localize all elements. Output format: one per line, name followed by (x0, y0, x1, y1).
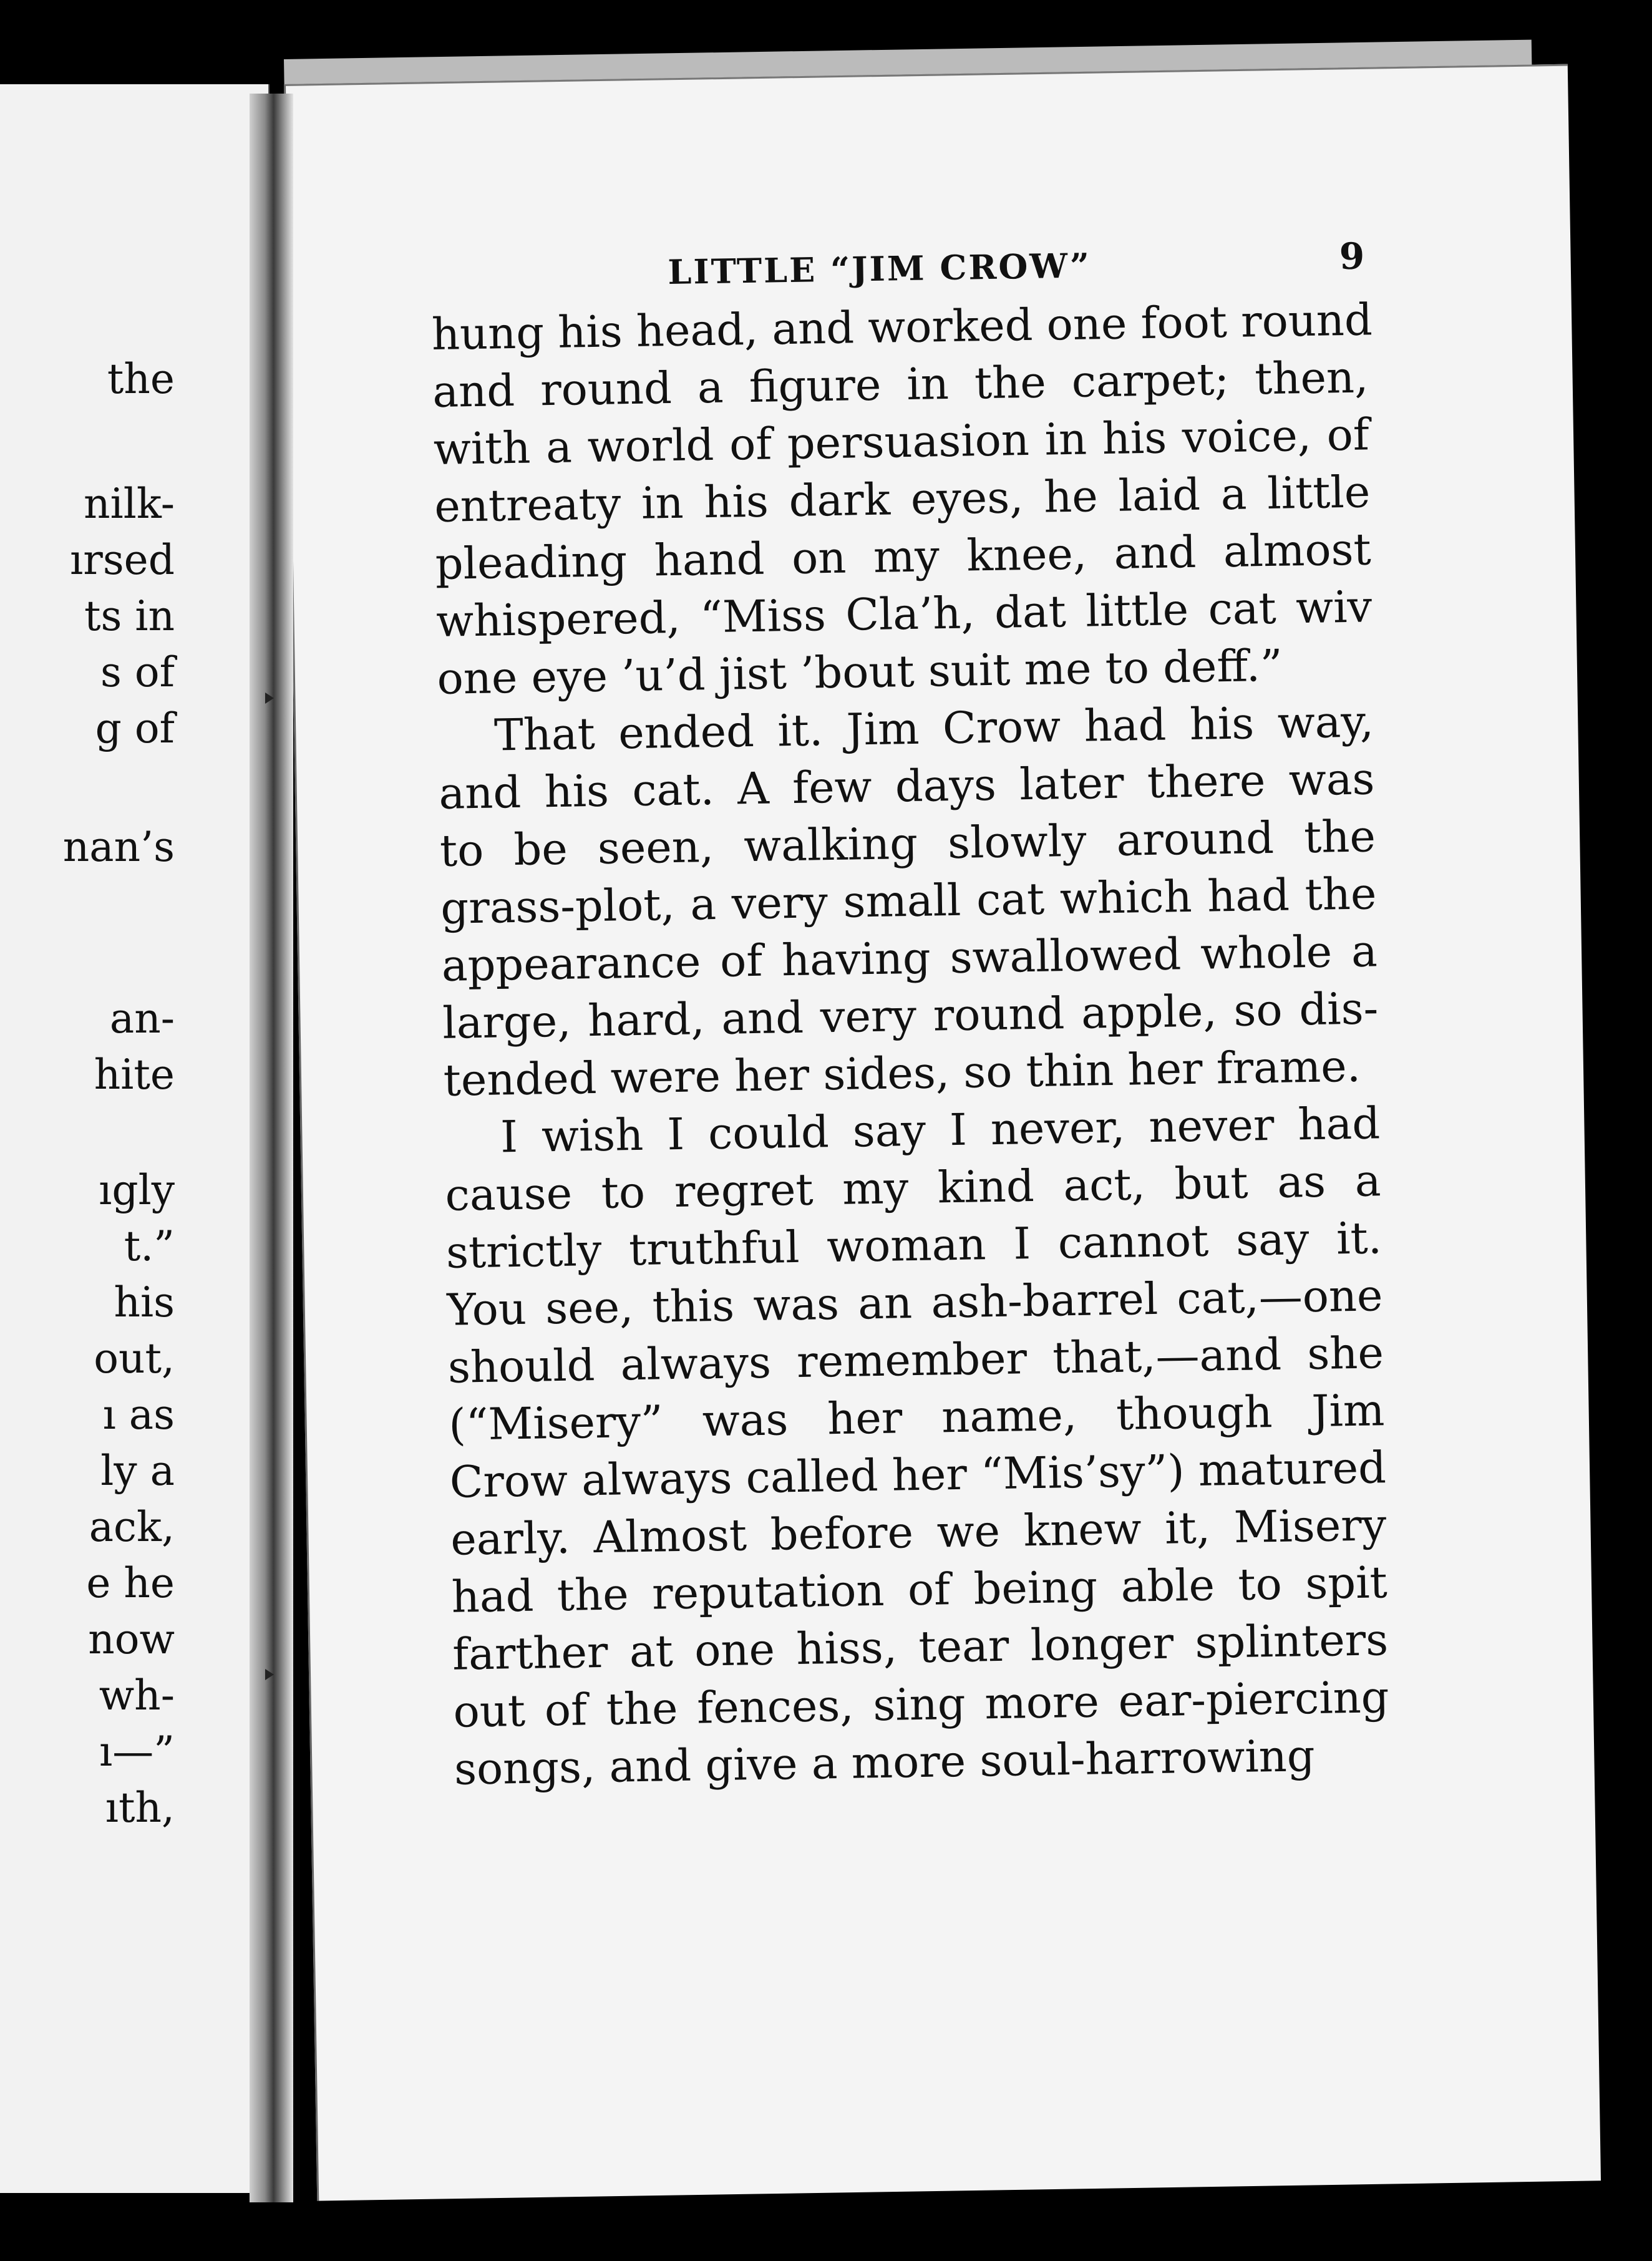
text-line: one eye ’u’d jist ’bout suit me to deff.” (437, 639, 1283, 704)
text-line: hung his head, and worked one foot round (431, 294, 1373, 360)
text-line: and his cat. A few days later there was (438, 753, 1375, 819)
text-line: cause to regret my kind act, but as a (445, 1155, 1382, 1221)
left-page-fragment: ıth, (105, 1784, 175, 1832)
left-page-fragment: now (88, 1615, 175, 1663)
left-page-fragment: g of (95, 704, 175, 752)
left-page (0, 84, 270, 2193)
left-page-fragment: ırsed (70, 536, 175, 584)
body-text (431, 291, 1390, 1797)
left-page-fragment: hite (94, 1051, 175, 1099)
left-page-fragment: wh- (99, 1671, 175, 1719)
running-head-title: LITTLE “JIM CROW” (667, 245, 1092, 293)
left-page-fragment: t.” (124, 1222, 175, 1270)
left-page-fragment: the (107, 355, 175, 403)
left-page-fragment: ack, (89, 1503, 175, 1551)
text-line: out of the fences, sing more ear-piercing (453, 1671, 1390, 1738)
left-page-fragment: e he (86, 1559, 175, 1607)
left-page-fragment: nan’s (62, 823, 175, 871)
book-gutter (250, 94, 293, 2202)
text-line: early. Almost before we knew it, Misery (450, 1499, 1387, 1565)
text-line: appearance of having swallowed whole a (441, 925, 1378, 991)
text-line: and round a figure in the carpet; then, (432, 351, 1369, 417)
text-line: should always remember that,—and she (447, 1327, 1384, 1393)
left-page-fragment: ı—” (99, 1728, 175, 1776)
text-line: large, hard, and very round apple, so dis- (442, 983, 1379, 1049)
text-line: whispered, “Miss Cla’h, dat little cat wiv (435, 581, 1373, 647)
text-line: grass-plot, a very small cat which had the (440, 868, 1377, 934)
left-page-fragment: ı as (102, 1391, 175, 1439)
page-content (430, 235, 1391, 1797)
paragraph (437, 693, 1379, 1109)
left-page-fragment: ıgly (99, 1166, 175, 1214)
text-line: songs, and give a more soul-harrowing (454, 1730, 1316, 1795)
text-line: That ended it. Jim Crow had his way, (493, 696, 1374, 761)
left-page-fragment: out, (94, 1335, 175, 1383)
text-line: pleading hand on my knee, and almost (435, 523, 1372, 590)
text-line: tended were her sides, so thin her frame. (443, 1040, 1361, 1106)
text-line: had the reputation of being able to spit (451, 1557, 1388, 1623)
text-line: strictly truthful woman I cannot say it. (445, 1212, 1382, 1278)
left-page-fragment: s of (100, 648, 175, 696)
text-line: farther at one hiss, tear longer splinters (452, 1614, 1389, 1680)
left-page-fragment: nilk- (84, 480, 175, 528)
left-page-fragment: ly a (100, 1447, 175, 1495)
text-line: with a world of persuasion in his voice, of (433, 409, 1370, 475)
text-line: (“Misery” was her name, though Jim (448, 1384, 1385, 1451)
left-page-fragment: ts in (84, 592, 175, 640)
text-line: You see, this was an ash-barrel cat,—one (446, 1270, 1384, 1336)
page-number: 9 (1339, 235, 1367, 278)
text-line: to be seen, walking slowly around the (439, 810, 1376, 877)
left-page-fragment: his (114, 1278, 175, 1326)
left-page-fragment: an- (109, 994, 175, 1043)
paragraph (444, 1094, 1390, 1797)
text-line: Crow always called her “Mis’sy”) matured (449, 1442, 1387, 1508)
paragraph (431, 291, 1373, 707)
text-line: entreaty in his dark eyes, he laid a little (434, 466, 1371, 532)
left-page-text-fragments (0, 84, 268, 2261)
text-line: I wish I could say I never, never had (500, 1097, 1381, 1163)
